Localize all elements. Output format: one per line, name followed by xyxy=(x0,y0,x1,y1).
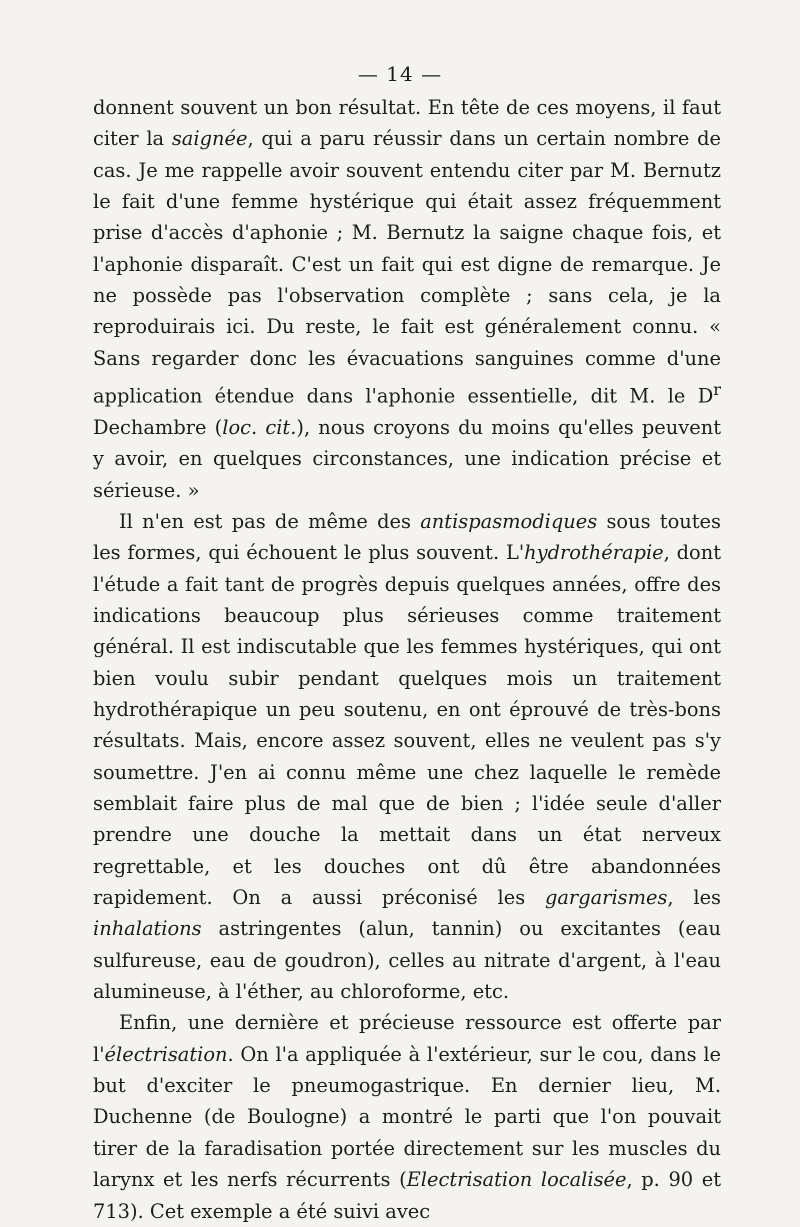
text-run: ), nous croyons du moins qu'elles peuvent y avoir, en quelques circonstances, une indication précise et sérieuse. » xyxy=(93,415,721,502)
italic-term: hydrothérapie xyxy=(524,541,664,565)
text-run: , p. 90 et 713). Cet exemple a été suivi avec xyxy=(93,1168,722,1223)
text-run: . On l'a appliquée à l'extérieur, sur le cou, dans le but d'exciter le pneumogastrique. En dernier lieu, M. Duchenne (de Boulogne) a montré le parti que l'on pouvait tirer de la faradisation portée directement sur les muscles du larynx et les nerfs récurrents ( xyxy=(93,1042,721,1192)
text-run: , qui a paru réussir dans un certain nombre de cas. Je me rappelle avoir souvent entendu citer par M. Bernutz le fait d'une femme hystérique qui était assez fréquemment prise d'accès d'aphonie ; M. Bernutz la saigne chaque fois, et l'aphonie disparaît. C'est un fait qui est digne de remarque. Je ne possède pas l'observation complète ; sans cela, je la reproduirais ici. Du reste, le fait est généralement connu. « Sans regarder donc les évacuations sanguines comme d'une application étendue dans l'aphonie essentielle, dit M. le D xyxy=(93,127,721,408)
superscript: r xyxy=(713,380,721,400)
text-run: sous toutes les formes, qui échouent le plus souvent. L' xyxy=(93,509,721,565)
text-run: , dont l'étude a fait tant de progrès depuis quelques années, offre des indications beaucoup plus sérieuses comme traitement général. Il est indiscutable que les femmes hystériques, qui ont bien voulu subir pendant quelques mois un traitement hydrothérapique un peu soutenu, en ont éprouvé de très-bons résultats. Mais, encore assez souvent, elles ne veulent pas s'y soumettre. J'en ai connu même une chez laquelle le remède semblait faire plus de mal que de bien ; l'idée seule d'aller prendre une douche la mettait dans un état nerveux regrettable, et les douches ont dû être abandonnées rapidement. On a aussi préconisé les xyxy=(93,541,721,910)
text-run: Enfin, une dernière et précieuse ressource est offerte par l' xyxy=(93,1011,721,1066)
italic-term: Electrisation localisée xyxy=(406,1168,627,1192)
italic-term: saignée xyxy=(171,127,248,151)
text-run: Il n'en est pas de même des xyxy=(119,509,421,533)
paragraph xyxy=(93,506,721,1008)
body-text xyxy=(93,92,721,1227)
text-run: , les xyxy=(667,886,721,910)
italic-term: loc. cit. xyxy=(222,415,297,439)
text-run: Dechambre ( xyxy=(93,415,223,439)
italic-term: gargarismes xyxy=(544,886,668,910)
italic-term: électrisation xyxy=(104,1042,228,1066)
paragraph xyxy=(93,92,721,506)
page-number: — 14 — xyxy=(357,62,443,86)
italic-term: inhalations xyxy=(93,917,202,941)
text-run: donnent souvent un bon résultat. En tête de ces moyens, il faut citer la xyxy=(93,96,721,151)
paragraph xyxy=(93,1007,721,1226)
text-run: astringentes (alun, tannin) ou excitantes (eau sulfureuse, eau de goudron), celles au nitrate d'argent, à l'eau alumineuse, à l'éther, au chloroforme, etc. xyxy=(93,917,721,1004)
italic-term: antispasmodiques xyxy=(420,509,598,533)
